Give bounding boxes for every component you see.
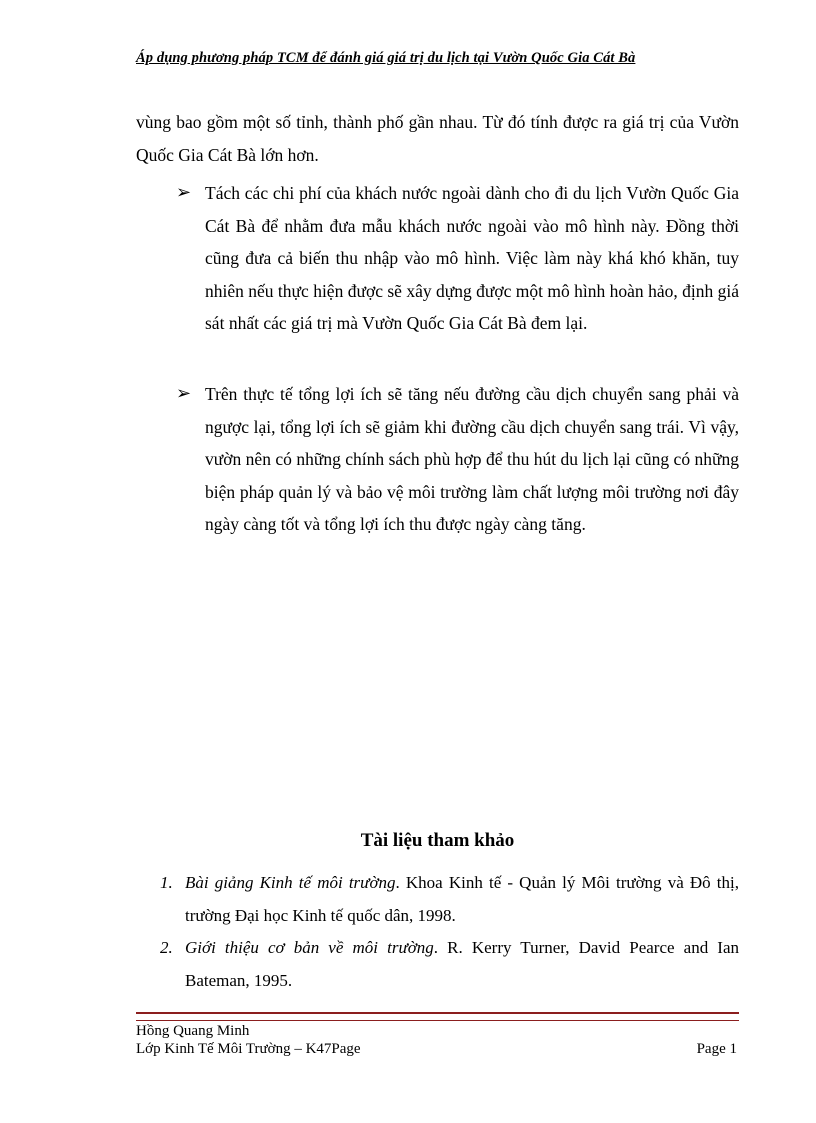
reference-body xyxy=(185,932,739,997)
reference-body xyxy=(185,867,739,932)
footer-divider xyxy=(136,1012,739,1021)
references-list xyxy=(160,867,739,997)
bullet-text: Trên thực tế tổng lợi ích sẽ tăng nếu đường cầu dịch chuyển sang phải và ngược lại, tổng lợi ích sẽ giảm khi đường cầu dịch chuyển sang trái. Vì vậy, vườn nên có những chính sách phù hợp để thu hút du lịch lại cũng có những biện pháp quản lý và bảo vệ môi trường làm chất lượng môi trường nơi đây ngày càng tốt và tổng lợi ích thu được ngày càng tăng. xyxy=(205,384,739,534)
reference-item xyxy=(160,867,739,932)
page-header-title: Áp dụng phương pháp TCM để đánh giá giá trị du lịch tại Vườn Quốc Gia Cát Bà xyxy=(136,50,636,66)
footer-page-number: Page 1 xyxy=(696,1041,737,1057)
reference-title: Giới thiệu cơ bản về môi trường xyxy=(185,938,434,957)
reference-title: Bài giảng Kinh tế môi trường xyxy=(185,873,396,892)
bullet-text: Tách các chi phí của khách nước ngoài dành cho đi du lịch Vườn Quốc Gia Cát Bà để nhằm đưa mẫu khách nước ngoài vào mô hình này. Đồng thời cũng đưa cả biến thu nhập vào mô hình. Việc làm này khá khó khăn, tuy nhiên nếu thực hiện được sẽ xây dựng được một mô hình hoàn hảo, định giá sát nhất các giá trị mà Vườn Quốc Gia Cát Bà đem lại. xyxy=(205,183,739,333)
intro-paragraph: vùng bao gồm một số tỉnh, thành phố gần nhau. Từ đó tính được ra giá trị của Vườn Quốc Gia Cát Bà lớn hơn. xyxy=(136,112,739,165)
reference-item xyxy=(160,932,739,997)
reference-details: . R. Kerry Turner, David Pearce and Ian Bateman, 1995. xyxy=(185,938,739,990)
reference-number: 2. xyxy=(160,938,173,957)
reference-number: 1. xyxy=(160,873,173,892)
bullet-item xyxy=(176,378,739,541)
reference-details: . Khoa Kinh tế - Quản lý Môi trường và Đô thị, trường Đại học Kinh tế quốc dân, 1998. xyxy=(185,873,739,925)
arrow-bullet-icon: ➢ xyxy=(176,383,192,404)
page-footer xyxy=(136,1022,739,1058)
footer-author: Hồng Quang Minh xyxy=(136,1023,250,1039)
references-heading: Tài liệu tham khảo xyxy=(360,830,515,851)
footer-class: Lớp Kinh Tế Môi Trường – K47Page xyxy=(136,1041,361,1057)
arrow-bullet-icon: ➢ xyxy=(176,182,192,203)
bullet-item xyxy=(176,177,739,340)
